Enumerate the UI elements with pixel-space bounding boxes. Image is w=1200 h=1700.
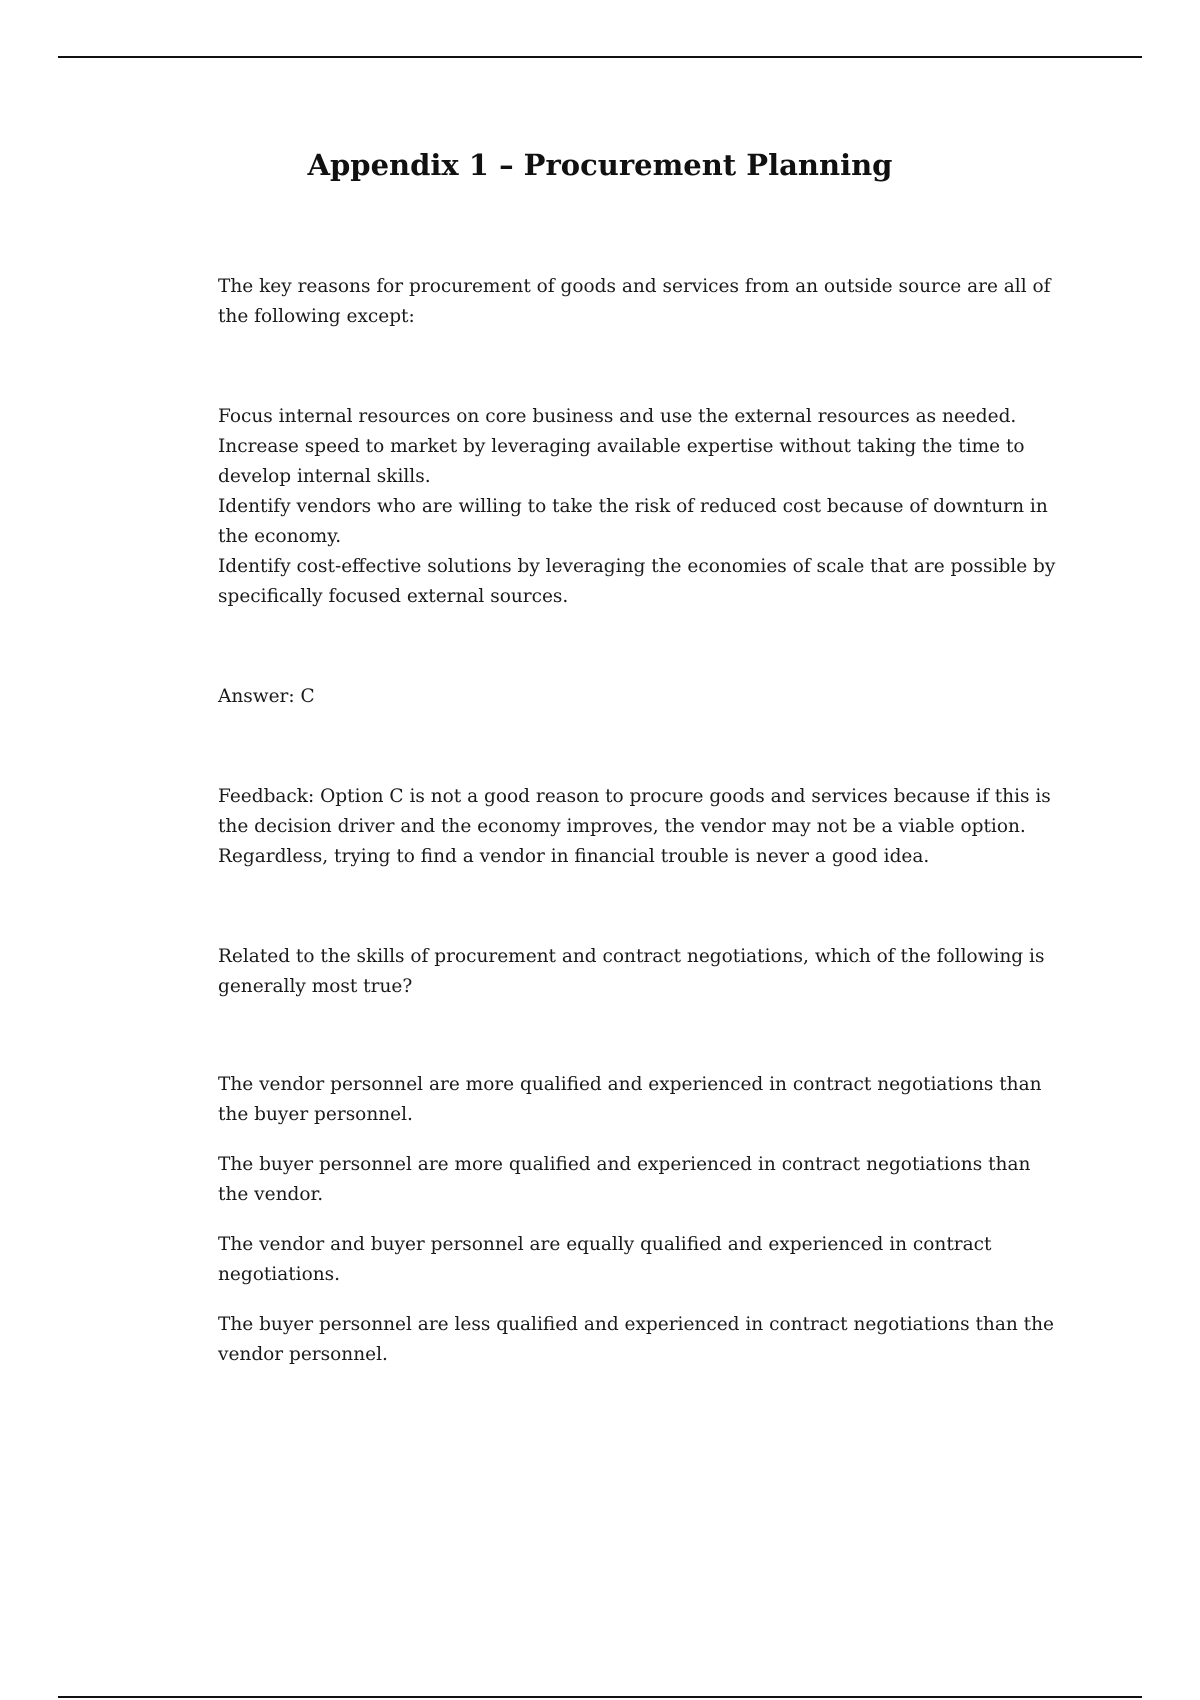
question-2-text: Related to the skills of procurement and contract negotiations, which of the following is generally most true? xyxy=(218,946,1045,997)
question-2-option-a: The vendor personnel are more qualified and experienced in contract negotiations than the buyer personnel. xyxy=(218,1074,1042,1125)
answer-text: Answer: C xyxy=(218,686,315,707)
header-rule xyxy=(58,56,1142,58)
footer-rule xyxy=(58,1696,1142,1698)
question-1-option-a: Focus internal resources on core business and use the external resources as needed. xyxy=(218,406,1017,427)
question-1-options xyxy=(218,402,1056,612)
question-1-option-b: Increase speed to market by leveraging available expertise without taking the time to develop internal skills. xyxy=(218,436,1025,487)
question-2-option-b: The buyer personnel are more qualified and experienced in contract negotiations than the vendor. xyxy=(218,1154,1031,1205)
question-2-options xyxy=(218,1070,1056,1390)
feedback-text: Feedback: Option C is not a good reason to procure goods and services because if this is the decision driver and the economy improves, the vendor may not be a viable option. Regardless, trying to find a vendor in financial trouble is never a good idea. xyxy=(218,786,1051,867)
question-1-answer xyxy=(218,682,1056,712)
question-1-text: The key reasons for procurement of goods and services from an outside source are all of the following except: xyxy=(218,276,1051,327)
question-1-option-d: Identify cost-effective solutions by leveraging the economies of scale that are possible by specifically focused external sources. xyxy=(218,556,1056,607)
question-1-prompt xyxy=(218,272,1056,332)
question-2-option-c: The vendor and buyer personnel are equally qualified and experienced in contract negotiations. xyxy=(218,1234,992,1285)
question-1-feedback xyxy=(218,782,1056,872)
question-2-option-d: The buyer personnel are less qualified and experienced in contract negotiations than the vendor personnel. xyxy=(218,1314,1054,1365)
question-2-prompt xyxy=(218,942,1056,1002)
page-title: Appendix 1 – Procurement Planning xyxy=(307,148,893,182)
question-1-option-c: Identify vendors who are willing to take the risk of reduced cost because of downturn in the economy. xyxy=(218,496,1048,547)
